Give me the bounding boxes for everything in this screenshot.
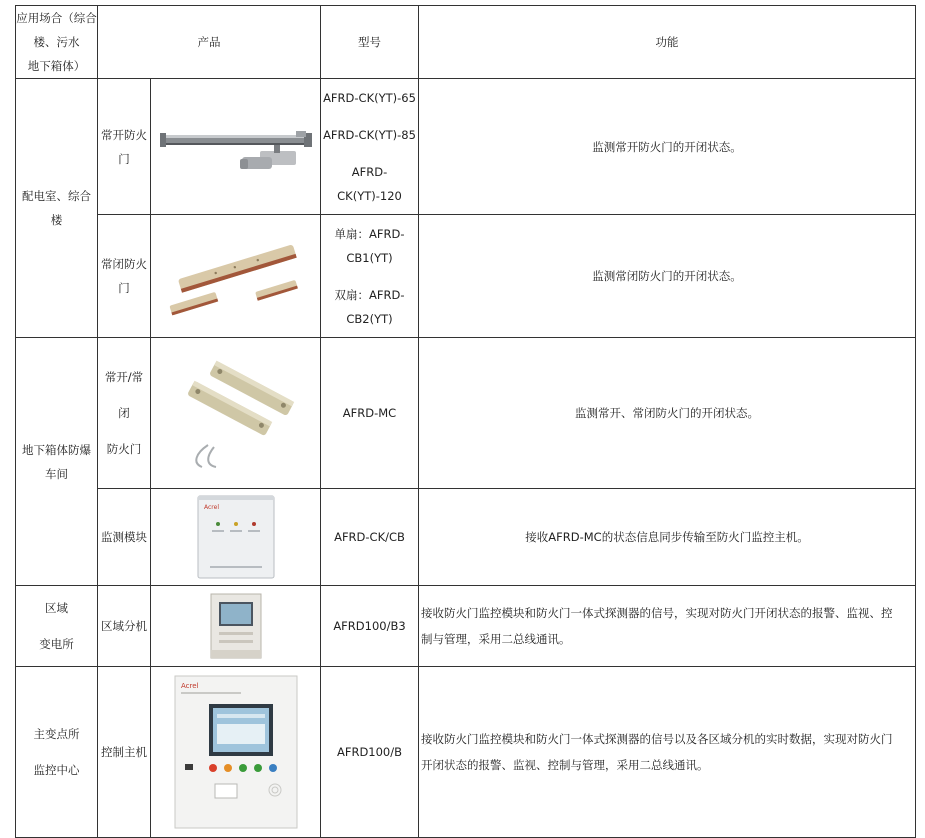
model-cell: AFRD-CK/CB (321, 489, 419, 586)
product-name: 区域分机 (98, 586, 151, 667)
module-brand-text: Acrel (203, 504, 219, 511)
control-host-image (171, 672, 301, 832)
model-cell: AFRD100/B3 (321, 586, 419, 667)
model-cell: 单扇：AFRD- CB1(YT) 双扇：AFRD- CB2(YT) (321, 215, 419, 338)
host-brand-text: Acrel (180, 682, 198, 690)
magnetic-contact-image (156, 353, 316, 473)
function-cell: 接收AFRD-MC的状态信息同步传输至防火门监控主机。 (419, 489, 916, 586)
door-sensor-strip-image (156, 226, 316, 326)
header-product: 产品 (98, 6, 321, 79)
regional-unit-image (209, 592, 263, 660)
header-scene: 应用场合（综合楼、污水 地下箱体） (16, 6, 98, 79)
scene-cell: 区域 变电所 (16, 586, 98, 667)
table-row (16, 79, 916, 215)
table-row (16, 586, 916, 667)
product-image-cell (151, 667, 321, 838)
function-cell: 监测常开防火门的开闭状态。 (419, 79, 916, 215)
product-name: 常开防火 门 (98, 79, 151, 215)
product-image-cell (151, 79, 321, 215)
header-function: 功能 (419, 6, 916, 79)
table-row (16, 667, 916, 838)
product-image-cell (151, 586, 321, 667)
function-cell: 监测常开、常闭防火门的开闭状态。 (419, 338, 916, 489)
monitoring-module-image (196, 494, 276, 580)
product-table (15, 5, 916, 838)
model-cell: AFRD-MC (321, 338, 419, 489)
scene-cell: 主变点所 监控中心 (16, 667, 98, 838)
model-cell: AFRD-CK(YT)-65 AFRD-CK(YT)-85 AFRD- CK(YT)-120 (321, 79, 419, 215)
header-row (16, 6, 916, 79)
scene-cell: 地下箱体防爆 车间 (16, 338, 98, 586)
product-name: 常闭防火 门 (98, 215, 151, 338)
product-name: 常开/常 闭 防火门 (98, 338, 151, 489)
function-cell: 接收防火门监控模块和防火门一体式探测器的信号，实现对防火门开闭状态的报警、监视、控 制与管理，采用二总线通讯。 (419, 586, 916, 667)
function-cell: 监测常闭防火门的开闭状态。 (419, 215, 916, 338)
product-image-cell (151, 215, 321, 338)
product-name: 控制主机 (98, 667, 151, 838)
table-row (16, 338, 916, 489)
door-closer-device-image (156, 97, 316, 197)
product-name: 监测模块 (98, 489, 151, 586)
table-row (16, 215, 916, 338)
function-cell: 接收防火门监控模块和防火门一体式探测器的信号以及各区域分机的实时数据，实现对防火门 开闭状态的报警、监视、控制与管理，采用二总线通讯。 (419, 667, 916, 838)
scene-cell: 配电室、综合 楼 (16, 79, 98, 338)
product-image-cell (151, 489, 321, 586)
header-model: 型号 (321, 6, 419, 79)
model-cell: AFRD100/B (321, 667, 419, 838)
table-row (16, 489, 916, 586)
product-image-cell (151, 338, 321, 489)
